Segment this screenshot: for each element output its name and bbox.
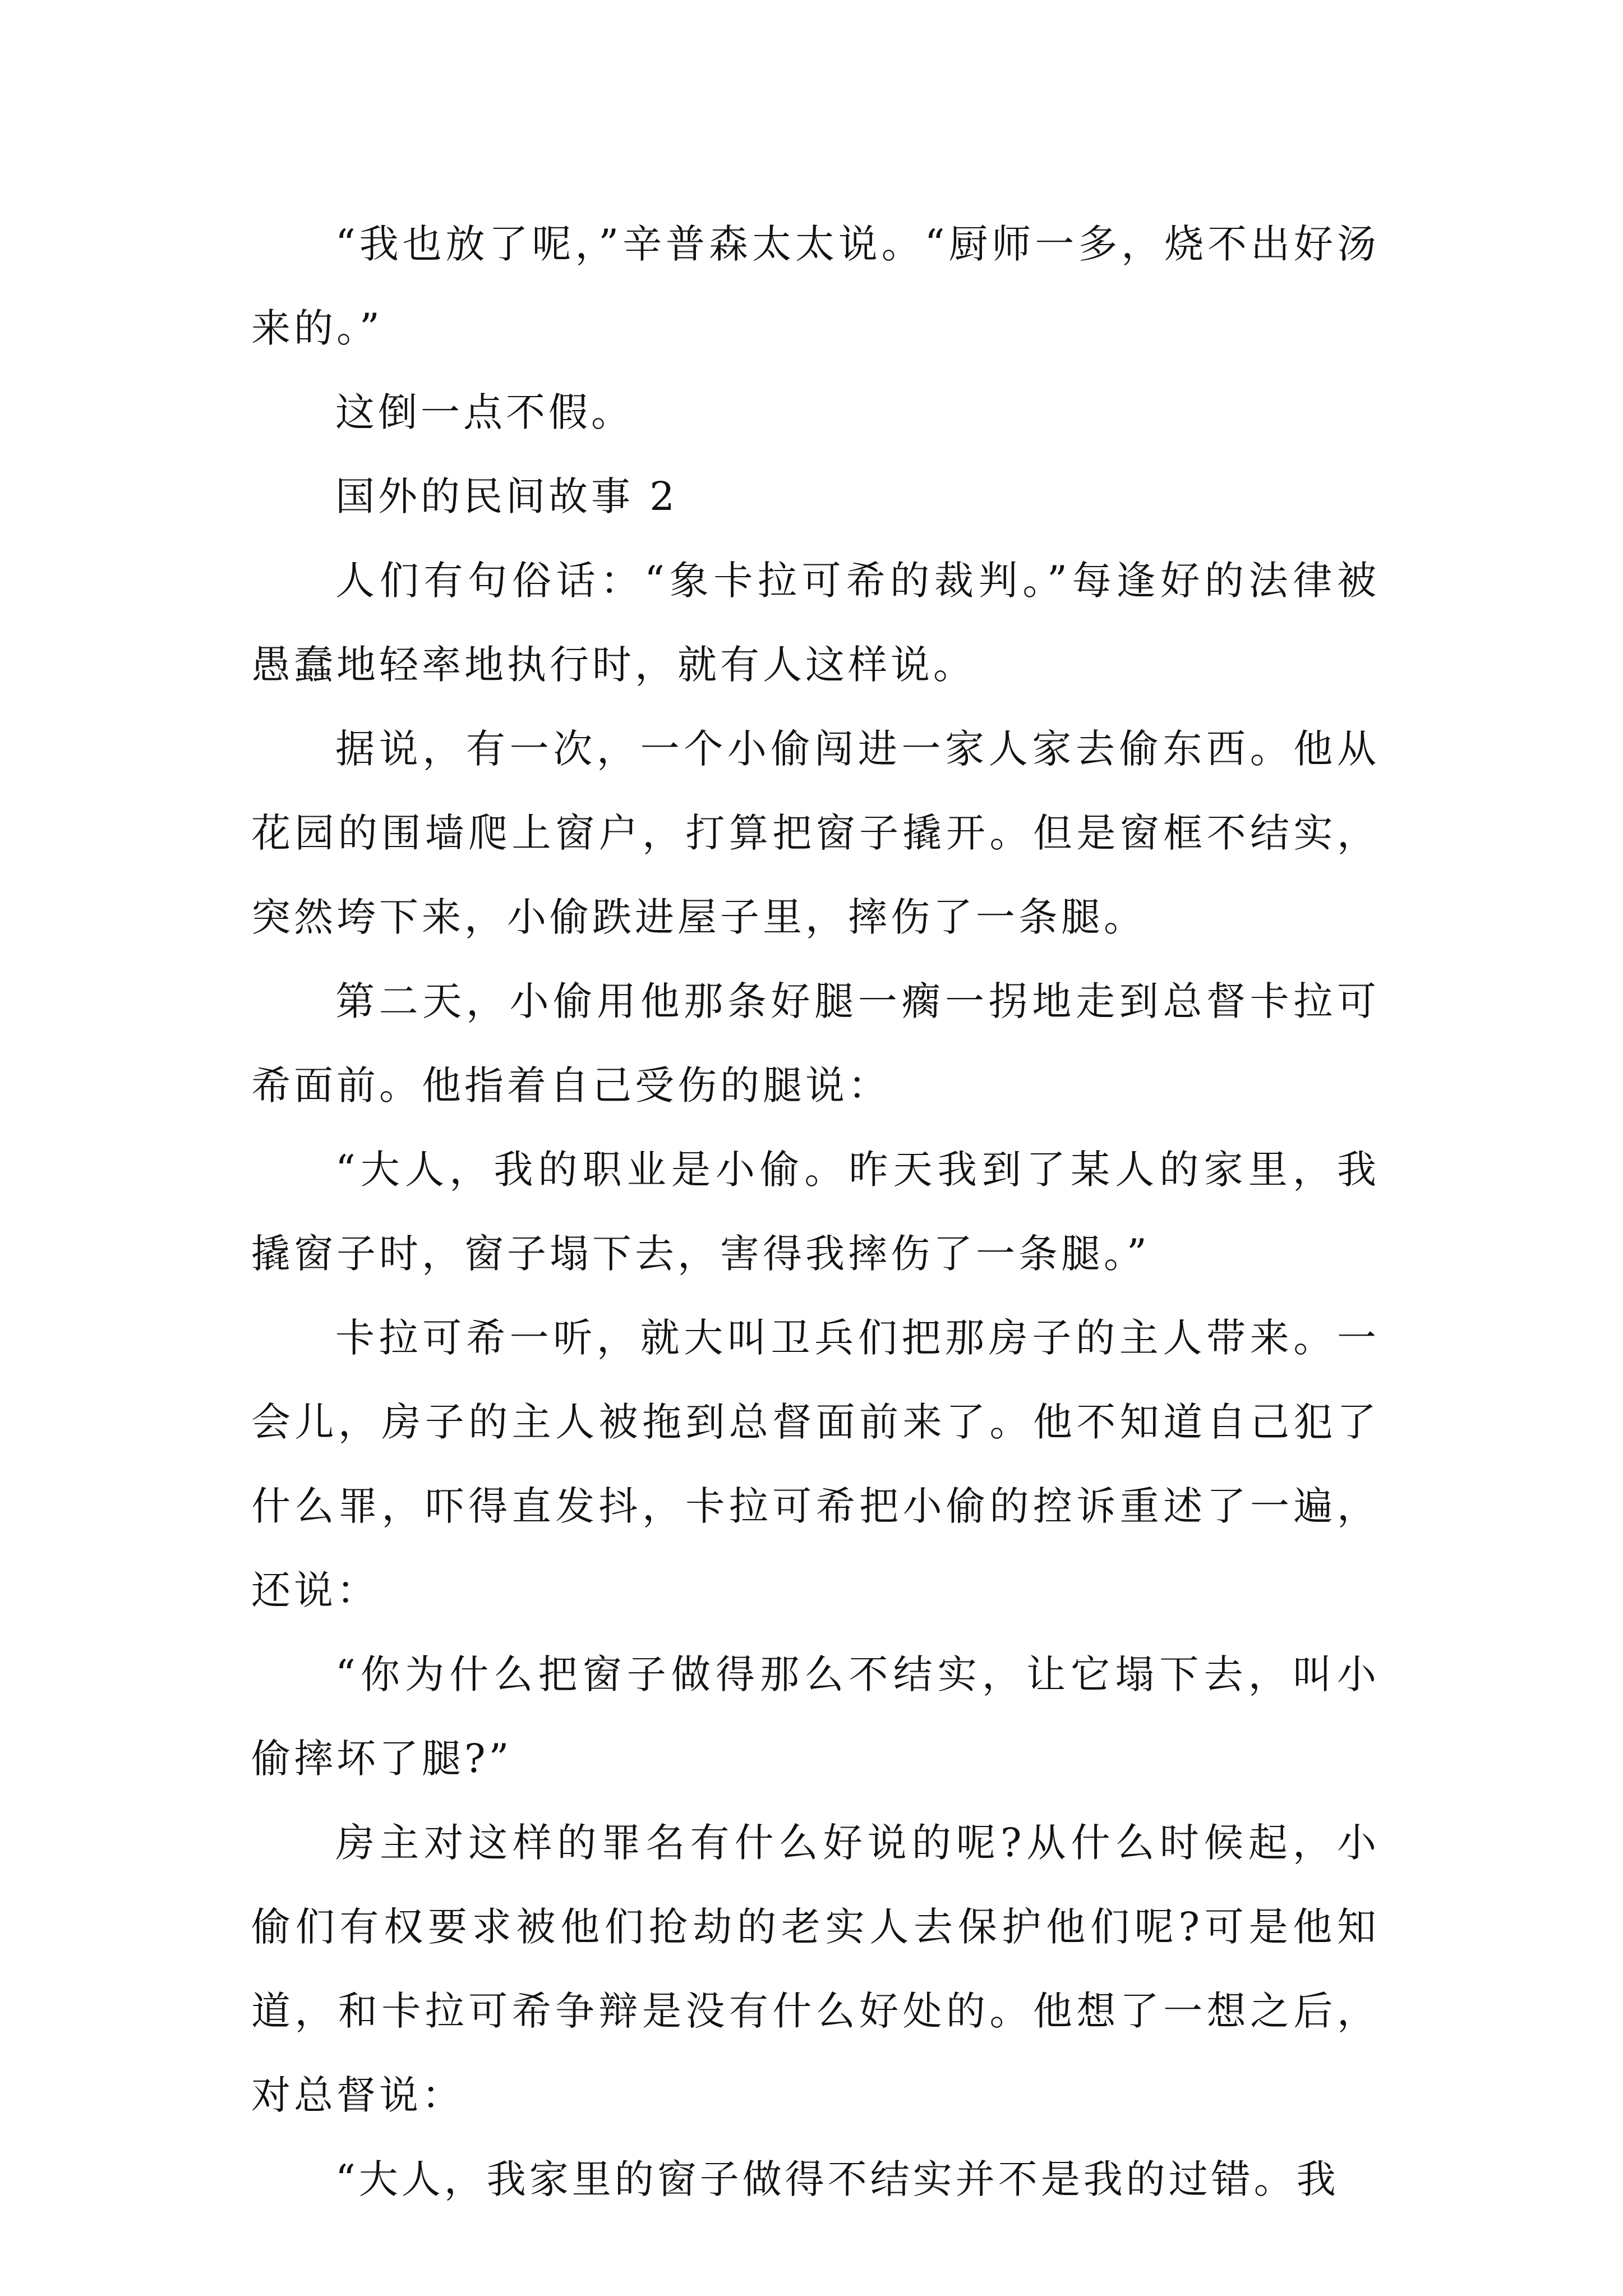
paragraph-10: “大人，我家里的窗子做得不结实并不是我的过错。我 <box>335 2156 1339 2202</box>
paragraph-7: 卡拉可希一听，就大叫卫兵们把那房子的主人带来。一会儿，房子的主人被拖到总督面前来了。他不知道自己犯了什么罪，吓得直发抖，卡拉可希把小偷的控诉重述了一遍，还说： <box>251 1315 1380 1613</box>
paragraph-5: 第二天，小偷用他那条好腿一瘸一拐地走到总督卡拉可希面前。他指着自己受伤的腿说： <box>251 978 1380 1108</box>
paragraph-6: “大人，我的职业是小偷。昨天我到了某人的家里，我撬窗子时，窗子塌下去，害得我摔伤了一条腿。” <box>251 1147 1380 1277</box>
document-body <box>251 202 1380 2221</box>
paragraph-8: “你为什么把窗子做得那么不结实，让它塌下去，叫小偷摔坏了腿?” <box>251 1651 1380 1782</box>
paragraph-9: 房主对这样的罪名有什么好说的呢?从什么时候起，小偷们有权要求被他们抢劫的老实人去保护他们呢?可是他知道，和卡拉可希争辩是没有什么好处的。他想了一想之后，对总督说： <box>251 1820 1380 2118</box>
section-heading: 国外的民间故事 2 <box>335 473 678 519</box>
paragraph-2: 这倒一点不假。 <box>335 389 634 435</box>
paragraph-3: 人们有句俗话：“象卡拉可希的裁判。”每逢好的法律被愚蠢地轻率地执行时，就有人这样说。 <box>251 558 1380 688</box>
paragraph-4: 据说，有一次，一个小偷闯进一家人家去偷东西。他从花园的围墙爬上窗户，打算把窗子撬开。但是窗框不结实，突然垮下来，小偷跌进屋子里，摔伤了一条腿。 <box>251 726 1380 940</box>
paragraph-1: “我也放了呢，”辛普森太太说。“厨师一多，烧不出好汤来的。” <box>251 221 1380 351</box>
